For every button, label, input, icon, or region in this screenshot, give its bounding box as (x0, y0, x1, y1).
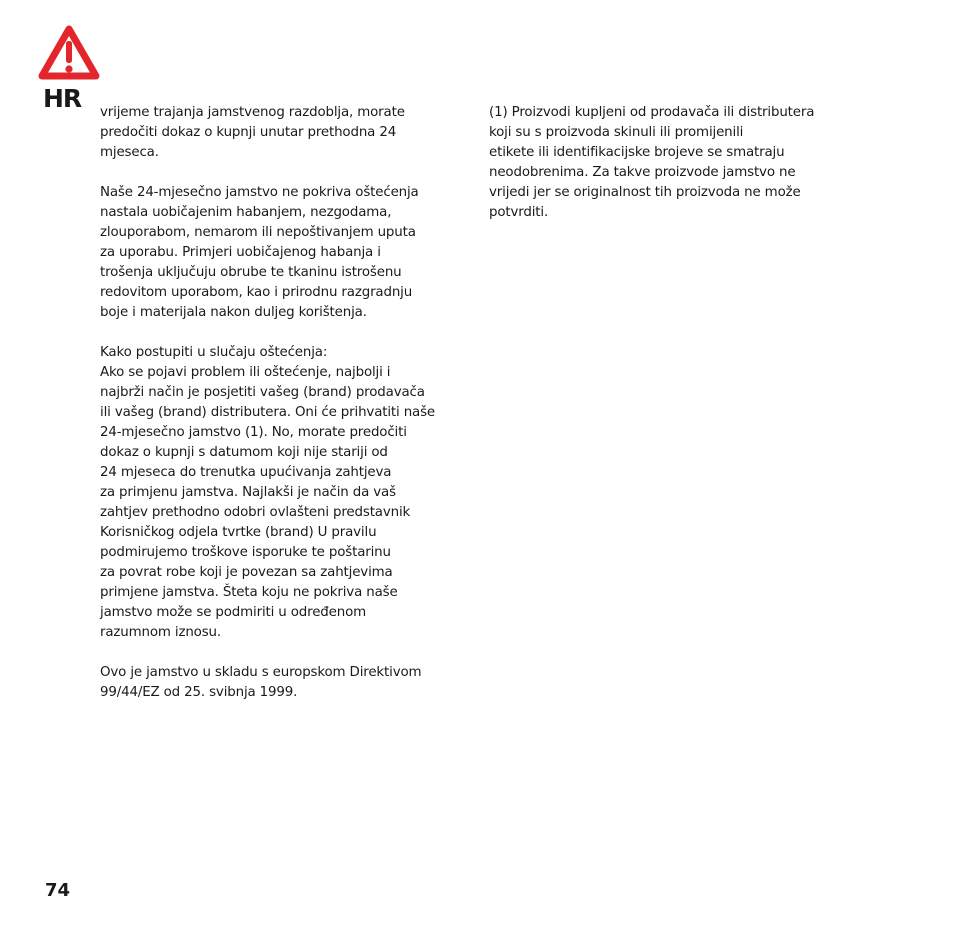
text-line: mjeseca. (100, 145, 159, 160)
text-line: Ovo je jamstvo u skladu s europskom Direktivom (100, 665, 422, 680)
right-text-column (489, 103, 859, 243)
text-line: vrijedi jer se originalnost tih proizvoda ne može (489, 185, 801, 200)
text-line: redovitom uporabom, kao i prirodnu razgradnju (100, 285, 413, 300)
text-line: Kako postupiti u slučaju oštećenja: (100, 345, 328, 360)
page-number: 74 (45, 880, 71, 901)
text-line: ili vašeg (brand) distributera. Oni će prihvatiti naše (100, 405, 436, 420)
text-line: potvrditi. (489, 205, 549, 220)
text-line: vrijeme trajanja jamstvenog razdoblja, morate (100, 105, 405, 120)
text-line: za povrat robe koji je povezan sa zahtjevima (100, 565, 393, 580)
language-code: HR (43, 84, 82, 113)
paragraph (100, 183, 470, 323)
text-line: dokaz o kupnji s datumom koji nije stariji od (100, 445, 388, 460)
paragraph (100, 343, 470, 643)
paragraph (100, 663, 470, 703)
text-line: 99/44/EZ od 25. svibnja 1999. (100, 685, 298, 700)
text-line: najbrži način je posjetiti vašeg (brand) prodavača (100, 385, 425, 400)
text-line: predočiti dokaz o kupnji unutar prethodna 24 (100, 125, 397, 140)
text-line: Korisničkog odjela tvrtke (brand) U pravilu (100, 525, 377, 540)
text-line: razumnom iznosu. (100, 625, 221, 640)
paragraph (100, 103, 470, 163)
paragraph (489, 103, 859, 223)
text-line: neodobrenima. Za takve proizvode jamstvo ne (489, 165, 796, 180)
text-line: zlouporabom, nemarom ili nepoštivanjem uputa (100, 225, 416, 240)
text-line: Naše 24-mjesečno jamstvo ne pokriva oštećenja (100, 185, 419, 200)
text-line: primjene jamstva. Šteta koju ne pokriva naše (100, 585, 398, 600)
text-line: 24 mjeseca do trenutka upućivanja zahtjeva (100, 465, 392, 480)
left-text-column (100, 103, 470, 723)
text-line: etikete ili identifikacijske brojeve se smatraju (489, 145, 785, 160)
text-line: boje i materijala nakon duljeg korištenja. (100, 305, 367, 320)
text-line: zahtjev prethodno odobri ovlašteni predstavnik (100, 505, 411, 520)
text-line: nastala uobičajenim habanjem, nezgodama, (100, 205, 392, 220)
text-line: jamstvo može se podmiriti u određenom (100, 605, 367, 620)
text-line: za primjenu jamstva. Najlakši je način da vaš (100, 485, 396, 500)
text-line: Ako se pojavi problem ili oštećenje, najbolji i (100, 365, 391, 380)
text-line: podmirujemo troškove isporuke te poštarinu (100, 545, 391, 560)
text-line: koji su s proizvoda skinuli ili promijenili (489, 125, 744, 140)
text-line: (1) Proizvodi kupljeni od prodavača ili distributera (489, 105, 815, 120)
text-line: 24-mjesečno jamstvo (1). No, morate predočiti (100, 425, 407, 440)
text-line: trošenja uključuju obrube te tkaninu istrošenu (100, 265, 402, 280)
text-line: za uporabu. Primjeri uobičajenog habanja i (100, 245, 381, 260)
warning-triangle-icon (37, 24, 101, 82)
